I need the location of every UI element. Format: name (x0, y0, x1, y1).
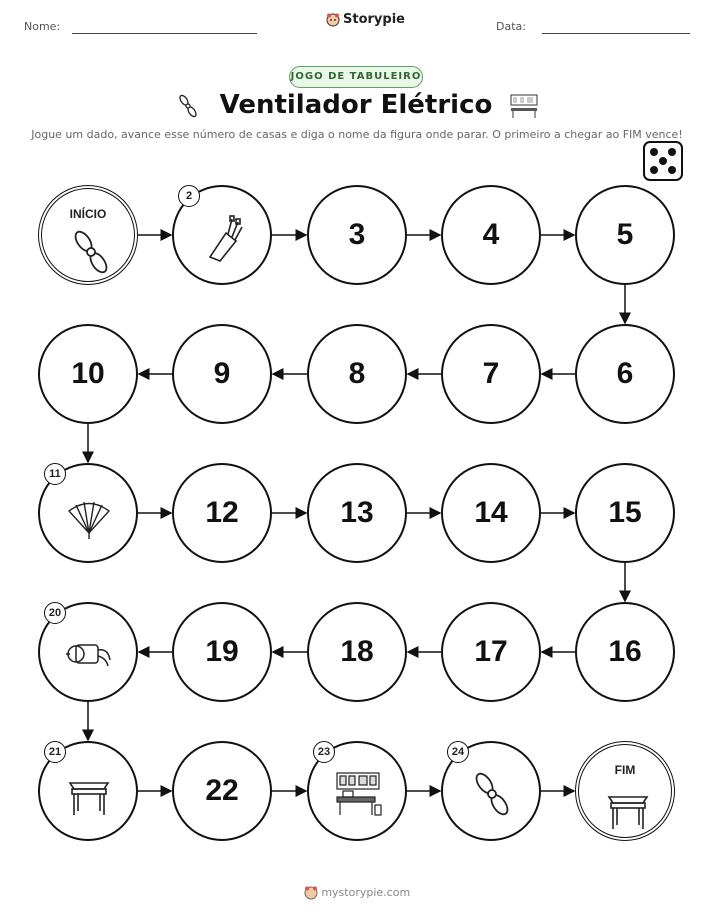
table-icon (603, 783, 653, 833)
cell-number: 10 (71, 357, 105, 390)
cell-number-badge: 21 (44, 741, 66, 763)
cell-number: 18 (340, 635, 374, 668)
board-cell (307, 463, 407, 563)
cell-number-badge: 11 (44, 463, 66, 485)
board-cell (575, 185, 675, 285)
hand-fan-icon (64, 491, 114, 541)
cell-number: 16 (608, 635, 642, 668)
board-cell (307, 185, 407, 285)
board-cell (38, 463, 138, 563)
game-badge: JOGO DE TABULEIRO (289, 66, 423, 88)
board-cell (307, 602, 407, 702)
board-cell (172, 741, 272, 841)
motor-icon (64, 630, 114, 680)
cell-number: 17 (474, 635, 508, 668)
storypie-icon (304, 886, 318, 900)
board-cell (38, 602, 138, 702)
cell-number: 3 (348, 218, 366, 251)
title-text: Ventilador Elétrico (219, 90, 493, 120)
cell-number: 8 (348, 357, 366, 390)
cell-number: 9 (213, 357, 231, 390)
cable-wires-icon (198, 213, 248, 263)
cell-number: 14 (474, 496, 508, 529)
table-icon (64, 769, 114, 819)
name-label: Nome: (24, 20, 61, 33)
cell-number: 5 (616, 218, 634, 251)
start-cell (38, 185, 138, 285)
finish-cell (575, 741, 675, 841)
cell-number: 6 (616, 357, 634, 390)
workshop-icon (333, 769, 383, 819)
board-cell (575, 324, 675, 424)
fan-propeller-icon (467, 769, 517, 819)
board-cell (441, 741, 541, 841)
instructions: Jogue um dado, avance esse número de casas e diga o nome da figura onde parar. O primeiro a chegar ao FIM vence! (31, 128, 683, 141)
board-cell (441, 185, 541, 285)
board-cell (38, 741, 138, 841)
cell-number-badge: 24 (447, 741, 469, 763)
cell-number: 7 (482, 357, 500, 390)
board-cell (441, 324, 541, 424)
cell-number: 19 (205, 635, 239, 668)
board-cell (172, 602, 272, 702)
brand-name: Storypie (343, 12, 405, 27)
cell-caption: INÍCIO (69, 207, 107, 221)
footer (0, 886, 714, 900)
board-cell (38, 324, 138, 424)
board-cell (441, 463, 541, 563)
board-cell (307, 324, 407, 424)
footer-url[interactable]: mystorypie.com (321, 886, 411, 899)
cell-number: 13 (340, 496, 374, 529)
fan-propeller-icon (66, 227, 116, 277)
cell-number: 4 (482, 218, 500, 251)
board-cell (172, 324, 272, 424)
board-cell (307, 741, 407, 841)
cell-caption: FIM (614, 763, 636, 777)
cell-number: 22 (205, 774, 239, 807)
board-cell (575, 602, 675, 702)
board-cell (575, 463, 675, 563)
board-cell (172, 463, 272, 563)
board-cell (172, 185, 272, 285)
cell-number-badge: 20 (44, 602, 66, 624)
cell-number: 12 (205, 496, 239, 529)
cell-number: 15 (608, 496, 642, 529)
cell-number-badge: 23 (313, 741, 335, 763)
cell-number-badge: 2 (178, 185, 200, 207)
date-label: Data: (496, 20, 526, 33)
board-cell (441, 602, 541, 702)
